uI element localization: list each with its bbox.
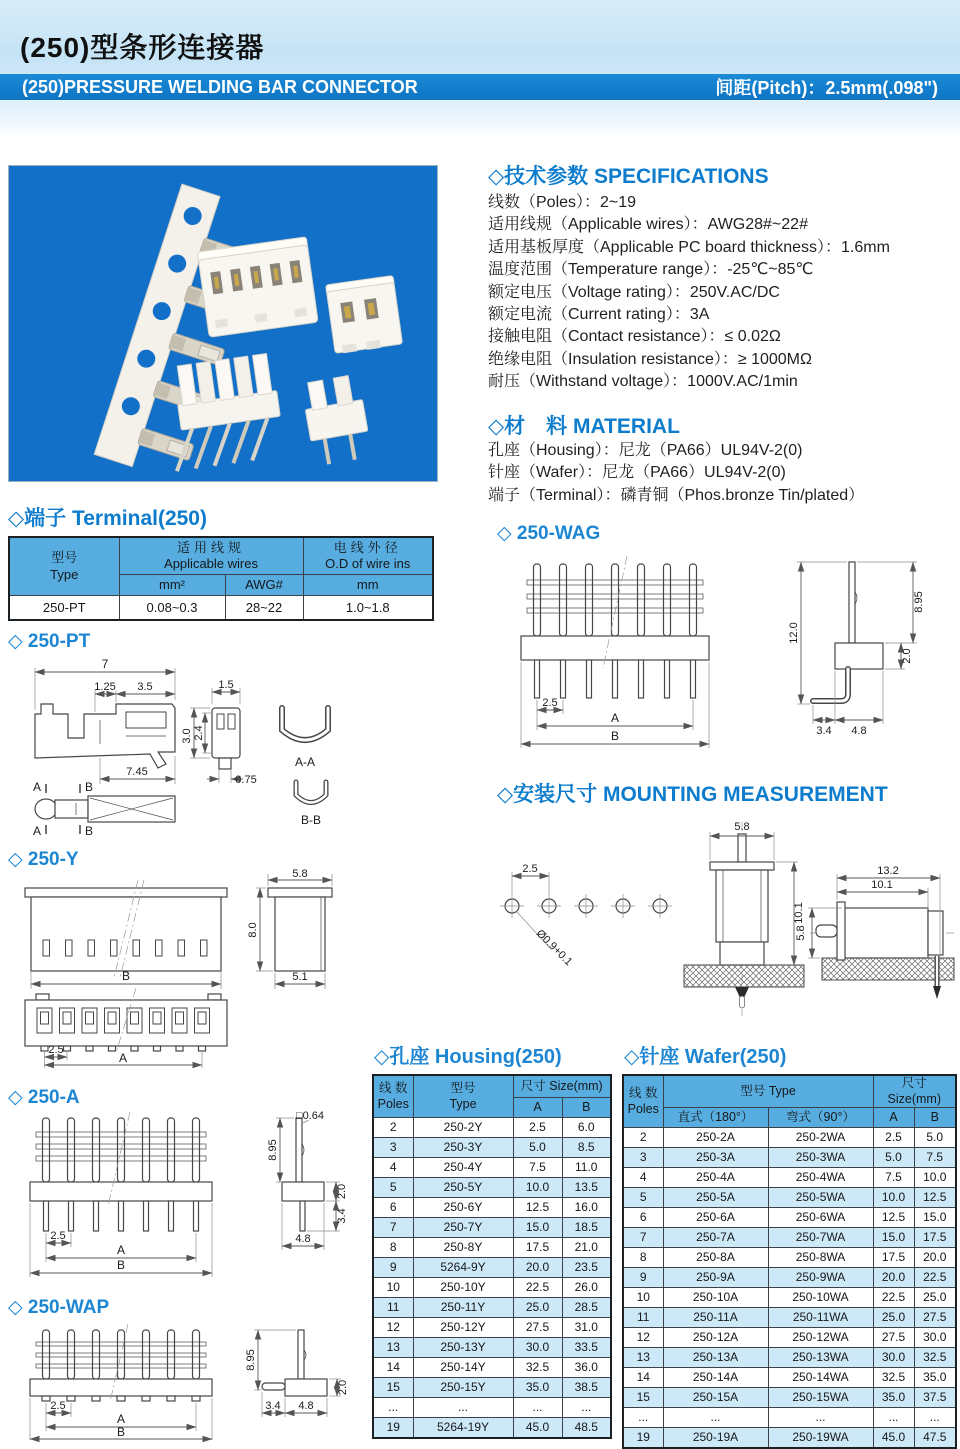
table-cell: 35.0 xyxy=(914,1368,956,1388)
material-list xyxy=(488,440,864,507)
col-a: A xyxy=(873,1108,914,1128)
table-cell: 250-12A xyxy=(663,1328,768,1348)
table-cell: 250-13A xyxy=(663,1348,768,1368)
terminal-table xyxy=(8,536,434,621)
table-cell: 250-10A xyxy=(663,1288,768,1308)
table-row xyxy=(623,1328,956,1348)
drawing-250-wag xyxy=(497,548,937,763)
dim-label: 2.0 xyxy=(336,1183,348,1200)
table-cell: 38.5 xyxy=(562,1378,611,1398)
table-cell: 7.5 xyxy=(513,1158,562,1178)
col-b: B xyxy=(562,1098,611,1118)
dim-label: 2.5 xyxy=(542,697,558,709)
table-cell: 250-7A xyxy=(663,1228,768,1248)
dim-label: 8.95 xyxy=(913,591,925,613)
spec-heading: ◇技术参数 SPECIFICATIONS xyxy=(488,165,769,188)
table-cell: 14 xyxy=(623,1368,663,1388)
housing-heading: ◇孔座 Housing(250) xyxy=(374,1046,562,1068)
table-cell: 12.5 xyxy=(873,1208,914,1228)
table-cell: 35.0 xyxy=(513,1378,562,1398)
housing-5p xyxy=(197,237,318,337)
table-cell: 250-5A xyxy=(663,1188,768,1208)
table-cell: 10.0 xyxy=(914,1168,956,1188)
table-cell: 37.5 xyxy=(914,1388,956,1408)
terminal-heading: ◇端子 Terminal(250) xyxy=(8,507,207,530)
dim-label: 3.4 xyxy=(816,725,832,737)
table-cell: 16.0 xyxy=(562,1198,611,1218)
wafer-heading: ◇针座 Wafer(250) xyxy=(624,1046,787,1068)
table-cell: 17.5 xyxy=(914,1228,956,1248)
table-row xyxy=(373,1238,611,1258)
table-cell: 9 xyxy=(623,1268,663,1288)
col-straight: 直式（180°） xyxy=(663,1108,768,1128)
table-cell: 250-13Y xyxy=(413,1338,513,1358)
dim-label: B xyxy=(116,1258,126,1272)
table-cell: 13 xyxy=(623,1348,663,1368)
table-cell: ... xyxy=(914,1408,956,1428)
table-cell: 250-6A xyxy=(663,1208,768,1228)
table-cell: 250-11Y xyxy=(413,1298,513,1318)
table-cell: 45.0 xyxy=(513,1418,562,1439)
col-type: 型号 Type xyxy=(413,1075,513,1118)
material-item: 孔座（Housing）：尼龙（PA66）UL94V-2(0) xyxy=(488,442,803,459)
table-cell: 250-7Y xyxy=(413,1218,513,1238)
drawing-250-y xyxy=(10,868,360,1068)
col-bent: 弯式（90°） xyxy=(768,1108,873,1128)
table-cell: 250-7WA xyxy=(768,1228,873,1248)
table-cell: 5264-19Y xyxy=(413,1418,513,1439)
dim-label: A xyxy=(610,711,620,725)
table-cell: 35.0 xyxy=(873,1388,914,1408)
col-size: 尺寸 Size(mm) xyxy=(873,1075,956,1108)
table-cell: 250-14Y xyxy=(413,1358,513,1378)
spec-item: 线数（Poles）：2~19 xyxy=(488,194,637,211)
table-row xyxy=(373,1138,611,1158)
table-row xyxy=(373,1338,611,1358)
table-cell: 4 xyxy=(373,1158,413,1178)
table-cell: 2.5 xyxy=(873,1128,914,1148)
table-cell: 250-9WA xyxy=(768,1268,873,1288)
table-cell: 7 xyxy=(623,1228,663,1248)
table-cell: 20.0 xyxy=(873,1268,914,1288)
pitch-label: 间距(Pitch)：2.5mm(.098") xyxy=(715,78,938,98)
table-cell: 17.5 xyxy=(873,1248,914,1268)
table-cell: 47.5 xyxy=(914,1428,956,1449)
table-cell: 15 xyxy=(373,1378,413,1398)
table-cell: 6 xyxy=(623,1208,663,1228)
table-row xyxy=(623,1428,956,1449)
table-row xyxy=(373,1298,611,1318)
dim-label: 2.5 xyxy=(48,1044,64,1056)
table-row xyxy=(373,1158,611,1178)
material-item: 端子（Terminal）：磷青铜（Phos.bronze Tin/plated） xyxy=(488,486,865,504)
dim-label: 2.0 xyxy=(901,648,913,664)
material-heading: ◇材 料 MATERIAL xyxy=(488,415,680,438)
table-row xyxy=(373,1118,611,1138)
table-cell: 250-15WA xyxy=(768,1388,873,1408)
dim-label: 8.0 xyxy=(247,922,259,938)
dim-label: □0.64 xyxy=(295,1110,325,1122)
table-cell: 250-2A xyxy=(663,1128,768,1148)
spec-item: 耐压（Withstand voltage）：1000V.AC/1min xyxy=(488,373,798,391)
table-cell: 250-19A xyxy=(663,1428,768,1449)
table-cell: 23.5 xyxy=(562,1258,611,1278)
table-row xyxy=(623,1188,956,1208)
table-cell: ... xyxy=(413,1398,513,1418)
col-size: 尺寸 Size(mm) xyxy=(513,1075,611,1098)
table-row xyxy=(623,1208,956,1228)
spec-item: 接触电阻（Contact resistance）：≤ 0.02Ω xyxy=(488,328,781,346)
dim-label: A xyxy=(116,1412,126,1426)
spec-list xyxy=(488,192,890,394)
spec-item: 适用线规（Applicable wires）：AWG28#~22# xyxy=(488,216,808,234)
dim-label: 5.8 xyxy=(292,868,308,880)
dim-label: 12.0 xyxy=(788,622,800,644)
table-cell: 32.5 xyxy=(914,1348,956,1368)
part-heading-250-a: ◇ 250-A xyxy=(8,1087,80,1108)
table-cell: ... xyxy=(873,1408,914,1428)
table-row xyxy=(623,1408,956,1428)
table-cell: 250-14WA xyxy=(768,1368,873,1388)
table-cell: 250-2Y xyxy=(413,1118,513,1138)
table-cell: 26.0 xyxy=(562,1278,611,1298)
col-type: 型号 Type xyxy=(663,1075,873,1108)
table-cell: 250-5Y xyxy=(413,1178,513,1198)
table-cell: 36.0 xyxy=(562,1358,611,1378)
col-b: B xyxy=(914,1108,956,1128)
table-row xyxy=(623,1148,956,1168)
table-cell: 19 xyxy=(623,1428,663,1449)
table-cell: 30.0 xyxy=(914,1328,956,1348)
table-cell: 28.5 xyxy=(562,1298,611,1318)
table-cell: 25.0 xyxy=(873,1308,914,1328)
table-row xyxy=(373,1218,611,1238)
section-label-aa: A-A xyxy=(294,755,316,769)
table-row xyxy=(373,1258,611,1278)
table-cell: 5 xyxy=(373,1178,413,1198)
table-cell: 250-11WA xyxy=(768,1308,873,1328)
table-cell: 27.5 xyxy=(513,1318,562,1338)
housing-table xyxy=(372,1074,612,1439)
table-row xyxy=(373,1278,611,1298)
table-cell: 4 xyxy=(623,1168,663,1188)
drawing-mounting xyxy=(492,808,957,1023)
table-cell: 15.0 xyxy=(513,1218,562,1238)
table-row xyxy=(373,1378,611,1398)
dim-label: 3.5 xyxy=(137,681,153,693)
table-cell: 21.0 xyxy=(562,1238,611,1258)
table-cell: ... xyxy=(623,1408,663,1428)
table-cell: 20.0 xyxy=(914,1248,956,1268)
table-cell: 11 xyxy=(373,1298,413,1318)
dim-label: B xyxy=(121,969,131,983)
table-cell: 250-11A xyxy=(663,1308,768,1328)
table-cell: 6.0 xyxy=(562,1118,611,1138)
product-photo xyxy=(8,165,438,482)
table-cell: 32.5 xyxy=(873,1368,914,1388)
section-marker-b: B xyxy=(84,824,94,838)
table-cell: 17.5 xyxy=(513,1238,562,1258)
table-cell: 250-4Y xyxy=(413,1158,513,1178)
table-row xyxy=(623,1288,956,1308)
table-cell: 250-3A xyxy=(663,1148,768,1168)
dim-label: 4.8 xyxy=(851,725,867,737)
table-cell: ... xyxy=(373,1398,413,1418)
table-row xyxy=(373,1358,611,1378)
spec-item: 适用基板厚度（Applicable PC board thickness）：1.6mm xyxy=(488,238,890,256)
table-cell: 15 xyxy=(623,1388,663,1408)
table-cell: 0.08~0.3 xyxy=(119,596,225,621)
table-cell: 12 xyxy=(373,1318,413,1338)
table-cell: 250-PT xyxy=(9,596,119,621)
table-cell: 250-2WA xyxy=(768,1128,873,1148)
table-cell: 250-12WA xyxy=(768,1328,873,1348)
col-mm2: mm² xyxy=(119,575,225,596)
table-row xyxy=(623,1388,956,1408)
table-cell: 13 xyxy=(373,1338,413,1358)
table-row xyxy=(623,1308,956,1328)
col-poles: 线 数 Poles xyxy=(373,1075,413,1118)
table-row xyxy=(623,1268,956,1288)
table-cell: 250-6Y xyxy=(413,1198,513,1218)
table-cell: 12.5 xyxy=(513,1198,562,1218)
table-cell: 12.5 xyxy=(914,1188,956,1208)
table-cell: 15.0 xyxy=(914,1208,956,1228)
table-cell: 28~22 xyxy=(225,596,303,621)
table-cell: 250-15A xyxy=(663,1388,768,1408)
product-photo-art xyxy=(9,166,437,481)
table-cell: 33.5 xyxy=(562,1338,611,1358)
dim-label: 2.5 xyxy=(50,1230,66,1242)
table-cell: 250-4WA xyxy=(768,1168,873,1188)
spec-item: 温度范围（Temperature range）：-25℃~85℃ xyxy=(488,261,814,279)
dim-label: 13.2 xyxy=(877,865,899,877)
table-cell: 250-10WA xyxy=(768,1288,873,1308)
table-cell: 250-19WA xyxy=(768,1428,873,1449)
part-heading-250-wag: ◇ 250-WAG xyxy=(497,523,601,544)
table-cell: 27.5 xyxy=(914,1308,956,1328)
dim-label: A xyxy=(116,1243,126,1257)
material-item: 针座（Wafer）：尼龙（PA66）UL94V-2(0) xyxy=(488,464,786,482)
table-cell: 32.5 xyxy=(513,1358,562,1378)
dim-label: 0.75 xyxy=(235,774,257,786)
table-cell: 7 xyxy=(373,1218,413,1238)
wafer-table xyxy=(622,1074,957,1449)
dim-label: 3.0 xyxy=(181,728,193,744)
dim-label: 3.4 xyxy=(265,1400,281,1412)
table-cell: 18.5 xyxy=(562,1218,611,1238)
table-cell: 13.5 xyxy=(562,1178,611,1198)
table-cell: 27.5 xyxy=(873,1328,914,1348)
table-row xyxy=(623,1248,956,1268)
section-marker-a: A xyxy=(32,780,42,794)
table-cell: 10 xyxy=(373,1278,413,1298)
housing-2p xyxy=(326,276,403,355)
dim-label: 8.95 xyxy=(245,1349,257,1371)
table-cell: 250-13WA xyxy=(768,1348,873,1368)
col-type: 型号 Type xyxy=(9,537,119,596)
table-cell: 3 xyxy=(373,1138,413,1158)
dim-label: 7.45 xyxy=(126,766,148,778)
dim-label: 10.1 xyxy=(793,902,805,924)
table-cell: 250-10Y xyxy=(413,1278,513,1298)
table-cell: 250-6WA xyxy=(768,1208,873,1228)
table-cell: 7.5 xyxy=(914,1148,956,1168)
table-cell: 11.0 xyxy=(562,1158,611,1178)
drawing-250-a xyxy=(10,1106,360,1281)
drawing-250-pt xyxy=(10,652,360,837)
table-cell: 250-4A xyxy=(663,1168,768,1188)
table-cell: 8 xyxy=(373,1238,413,1258)
table-row xyxy=(623,1368,956,1388)
part-heading-250-wap: ◇ 250-WAP xyxy=(8,1297,110,1318)
table-cell: 15.0 xyxy=(873,1228,914,1248)
table-cell: 250-3Y xyxy=(413,1138,513,1158)
table-row xyxy=(623,1228,956,1248)
dim-label: 2.5 xyxy=(522,863,538,875)
col-poles: 线 数 Poles xyxy=(623,1075,663,1128)
table-row xyxy=(373,1418,611,1439)
table-row xyxy=(623,1128,956,1148)
table-cell: 25.0 xyxy=(513,1298,562,1318)
table-cell: 250-14A xyxy=(663,1368,768,1388)
table-cell: 25.0 xyxy=(914,1288,956,1308)
table-cell: 5.0 xyxy=(513,1138,562,1158)
table-cell: 22.5 xyxy=(873,1288,914,1308)
table-cell: 8.5 xyxy=(562,1138,611,1158)
table-cell: ... xyxy=(768,1408,873,1428)
table-cell: 250-12Y xyxy=(413,1318,513,1338)
dim-label: 3.4 xyxy=(336,1208,348,1224)
table-cell: 1.0~1.8 xyxy=(303,596,433,621)
table-row xyxy=(623,1168,956,1188)
table-cell: 10.0 xyxy=(873,1188,914,1208)
dim-label: 7 xyxy=(101,657,109,671)
title-bar xyxy=(0,74,960,101)
table-cell: 14 xyxy=(373,1358,413,1378)
table-cell: ... xyxy=(663,1408,768,1428)
dim-label: 5.8 xyxy=(795,925,807,941)
table-cell: 9 xyxy=(373,1258,413,1278)
table-cell: 5.0 xyxy=(873,1148,914,1168)
part-heading-250-y: ◇ 250-Y xyxy=(8,849,79,870)
table-row xyxy=(373,1318,611,1338)
table-cell: 22.5 xyxy=(513,1278,562,1298)
table-row xyxy=(623,1348,956,1368)
spec-item: 额定电压（Voltage rating）：250V.AC/DC xyxy=(488,283,780,301)
table-cell: 7.5 xyxy=(873,1168,914,1188)
table-cell: 5 xyxy=(623,1188,663,1208)
spec-item: 额定电流（Current rating）：3A xyxy=(488,306,710,324)
dim-label: 10.1 xyxy=(871,879,893,891)
table-cell: 250-3WA xyxy=(768,1148,873,1168)
table-cell: 5264-9Y xyxy=(413,1258,513,1278)
table-cell: 6 xyxy=(373,1198,413,1218)
col-awg: AWG# xyxy=(225,575,303,596)
hole-dia-label: Ø0.9+0.1 xyxy=(533,927,575,969)
table-cell: 48.5 xyxy=(562,1418,611,1439)
table-cell: 31.0 xyxy=(562,1318,611,1338)
col-od: 电线外径 O.D of wire ins xyxy=(303,537,433,575)
table-cell: 10 xyxy=(623,1288,663,1308)
mounting-heading: ◇安装尺寸 MOUNTING MEASUREMENT xyxy=(497,783,888,806)
table-cell: 12 xyxy=(623,1328,663,1348)
table-cell: 20.0 xyxy=(513,1258,562,1278)
dim-label: 5.1 xyxy=(292,971,308,983)
table-row xyxy=(373,1398,611,1418)
dim-label: B xyxy=(116,1425,126,1439)
section-marker-b: B xyxy=(84,780,94,794)
table-row xyxy=(9,596,433,621)
table-cell: 8 xyxy=(623,1248,663,1268)
table-cell: 5.0 xyxy=(914,1128,956,1148)
table-cell: 250-15Y xyxy=(413,1378,513,1398)
table-row xyxy=(373,1198,611,1218)
spec-item: 绝缘电阻（Insulation resistance）：≥ 1000MΩ xyxy=(488,350,812,368)
page-title: (250)型条形连接器 xyxy=(20,32,265,63)
dim-label: 2.5 xyxy=(50,1400,66,1412)
dim-label: 2.4 xyxy=(193,725,205,741)
dim-label: 1.25 xyxy=(94,681,116,693)
table-cell: 2.5 xyxy=(513,1118,562,1138)
table-cell: ... xyxy=(513,1398,562,1418)
part-heading-250-pt: ◇ 250-PT xyxy=(8,631,91,652)
section-marker-a: A xyxy=(32,824,42,838)
table-cell: 250-5WA xyxy=(768,1188,873,1208)
dim-label: B xyxy=(610,729,620,743)
table-cell: 19 xyxy=(373,1418,413,1439)
col-wires: 适用线规 Applicable wires xyxy=(119,537,303,575)
section-label-bb: B-B xyxy=(300,813,322,827)
dim-label: 2.0 xyxy=(337,1379,349,1396)
dim-label: 1.5 xyxy=(218,679,234,691)
table-cell: 22.5 xyxy=(914,1268,956,1288)
table-cell: 250-8Y xyxy=(413,1238,513,1258)
col-a: A xyxy=(513,1098,562,1118)
dim-label: 5.8 xyxy=(734,821,750,833)
table-cell: ... xyxy=(562,1398,611,1418)
table-cell: 45.0 xyxy=(873,1428,914,1449)
table-cell: 250-9A xyxy=(663,1268,768,1288)
dim-label: 4.8 xyxy=(298,1400,314,1412)
table-cell: 2 xyxy=(373,1118,413,1138)
table-cell: 30.0 xyxy=(873,1348,914,1368)
drawing-250-wap xyxy=(10,1320,360,1440)
title-bar-english: (250)PRESSURE WELDING BAR CONNECTOR xyxy=(22,76,418,97)
dim-label: A xyxy=(118,1051,128,1065)
col-mm: mm xyxy=(303,575,433,596)
dim-label: 4.8 xyxy=(295,1233,311,1245)
table-cell: 3 xyxy=(623,1148,663,1168)
table-cell: 30.0 xyxy=(513,1338,562,1358)
table-cell: 250-8A xyxy=(663,1248,768,1268)
table-cell: 250-8WA xyxy=(768,1248,873,1268)
dim-label: 8.95 xyxy=(267,1139,279,1161)
table-cell: 11 xyxy=(623,1308,663,1328)
table-cell: 2 xyxy=(623,1128,663,1148)
header-band xyxy=(0,0,960,140)
table-cell: 10.0 xyxy=(513,1178,562,1198)
table-row xyxy=(373,1178,611,1198)
